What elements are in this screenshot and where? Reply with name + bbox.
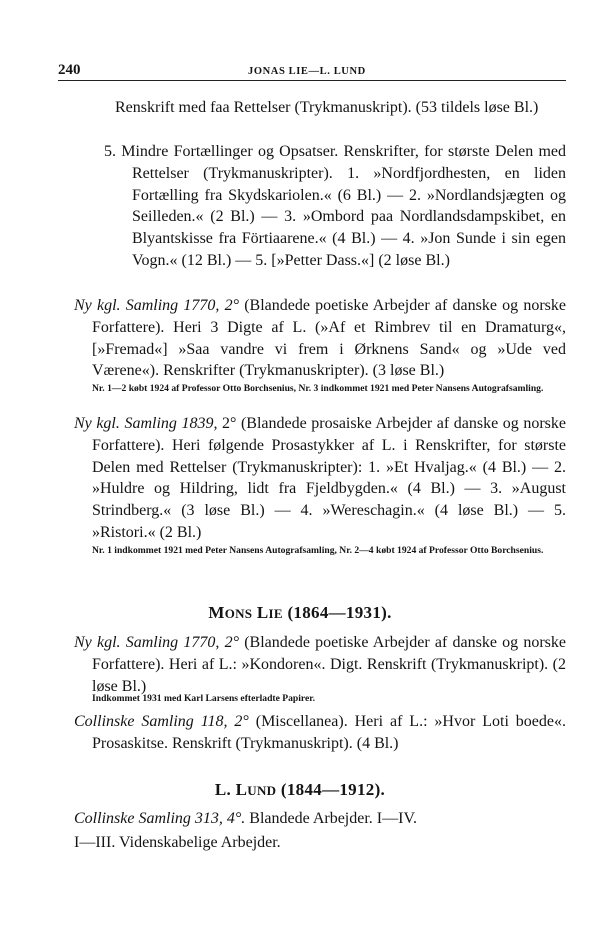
running-title: JONAS LIE—L. LUND xyxy=(248,66,366,77)
catalog-entry xyxy=(74,413,566,544)
entry-text: (Miscellanea). Heri af L.: »Hvor Loti boede«. Prosaskitse. Renskrift (Trykmanuskript). (4 Bl.) xyxy=(92,713,567,752)
entry-text: (Blandede poetiske Arbejder af danske og norske Forfattere). Heri af L.: »Kondoren«. Digt. Renskrift (Trykmanuskript). (2 løse Bl.) xyxy=(92,634,567,695)
provenance-note: Nr. 1 indkommet 1921 med Peter Nansens Autografsamling, Nr. 2—4 købt 1924 af Professor Otto Borchsenius. xyxy=(92,545,544,556)
catalog-entry xyxy=(74,808,566,830)
entry-text: (Blandede poetiske Arbejder af danske og norske Forfattere). Heri 3 Digte af L. (»Af et Rimbrev til en Dramaturg«, [»Fremad«] »Saa vandre vi frem i Ørknens Sand« og »Ude ved Værene«). Renskrifter (Trykmanuskripter). (3 løse Bl.) xyxy=(92,297,567,380)
collection-name: Collinske Samling 118, 2° xyxy=(74,713,249,730)
collection-name: Ny kgl. Samling 1839, xyxy=(74,415,218,432)
collection-name: Collinske Samling 313, 4°. xyxy=(74,810,246,827)
item-number: 5. xyxy=(104,143,116,160)
sub-entry: I—III. Videnskabelige Arbejder. xyxy=(74,834,281,851)
running-head xyxy=(58,62,558,82)
item-text: Mindre Fortællinger og Opsatser. Renskrifter, for største Delen med Rettelser (Trykmanuskripter). 1. »Nordfjordhesten, en liden Fortælling fra Skydskariolen.« (6 Bl.) — 2. »Nordlandsjægten og Seilleden.« (2 Bl.) — 3. »Ombord paa Nordlandsdampskibet, en Blyantskisse fra Förtiaarene.« (4 Bl.) — 4. »Jon Sunde i sin egen Vogn.« (12 Bl.) — 5. [»Petter Dass.«] (2 løse Bl.) xyxy=(121,143,567,269)
numbered-item-5 xyxy=(104,141,566,272)
section-dates: (1844—1912). xyxy=(280,780,386,799)
section-heading-mons-lie: MONS LIE (1864—1931). xyxy=(208,603,392,622)
entry-text: 2° (Blandede prosaiske Arbejder af danske og norske Forfattere). Heri følgende Prosastykker af L. i Renskrifter, for største Delen med Rettelser (Trykmanuskripter): 1. »Et Hvaljag.« (4 Bl.) — 2. »Huldre og Hildring, lidt fra Fjeldbygden.« (4 Bl.) — 3. »August Strindberg.« (3 løse Bl.) — 4. »Wereschagin.« (4 løse Bl.) — 5. »Ristori.« (2 Bl.) xyxy=(92,415,567,541)
collection-name: Ny kgl. Samling 1770, 2° xyxy=(74,297,239,314)
section-heading-l-lund: L. LUND (1844—1912). xyxy=(214,780,386,799)
collection-name: Ny kgl. Samling 1770, 2° xyxy=(74,634,239,651)
catalog-entry xyxy=(74,711,566,755)
provenance-note: Indkommet 1931 med Karl Larsens efterladte Papirer. xyxy=(92,693,316,704)
catalog-entry xyxy=(74,632,566,697)
catalog-entry xyxy=(74,295,566,382)
provenance-note: Nr. 1—2 købt 1924 af Professor Otto Borchsenius, Nr. 3 indkommet 1921 med Peter Nansens Autografsamling. xyxy=(92,383,544,394)
entry-text: Blandede Arbejder. I—IV. xyxy=(245,810,417,827)
header-rule xyxy=(58,80,566,81)
page-number: 240 xyxy=(58,62,81,78)
section-dates: (1864—1931). xyxy=(287,603,392,622)
continuation-paragraph: Renskrift med faa Rettelser (Trykmanuskript). (53 tildels løse Bl.) xyxy=(115,99,539,116)
